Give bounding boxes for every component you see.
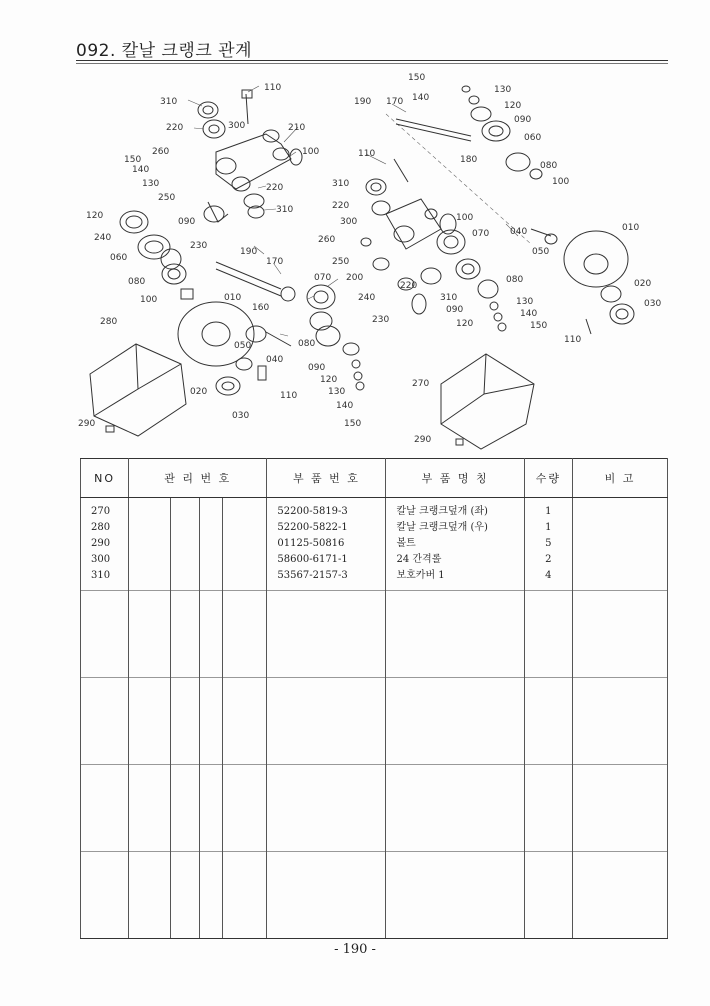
part-label-260: 260	[152, 147, 170, 157]
row-part-no: 01125-50816	[277, 538, 345, 549]
part-label-190: 190	[354, 97, 372, 107]
part-label-140: 140	[336, 401, 354, 411]
row-no: 290	[91, 538, 111, 549]
part-label-190: 190	[240, 247, 258, 257]
part-label-110: 110	[280, 391, 298, 401]
part-label-300: 300	[340, 217, 358, 227]
row-no: 300	[91, 554, 111, 565]
part-label-140: 140	[132, 165, 150, 175]
part-label-160: 160	[252, 303, 270, 313]
part-label-020: 020	[190, 387, 208, 397]
part-label-170: 170	[386, 97, 404, 107]
part-label-130: 130	[142, 179, 160, 189]
part-label-090: 090	[446, 305, 464, 315]
row-qty: 2	[545, 554, 552, 565]
title-rule	[76, 60, 668, 61]
part-label-310: 310	[440, 293, 458, 303]
page-title: 092. 칼날 크랭크 관계	[76, 41, 253, 61]
part-label-090: 090	[178, 217, 196, 227]
diagram-labels	[78, 73, 661, 445]
part-label-220: 220	[266, 183, 284, 193]
part-label-240: 240	[94, 233, 112, 243]
part-label-310: 310	[276, 205, 294, 215]
part-label-070: 070	[314, 273, 332, 283]
part-label-110: 110	[264, 83, 282, 93]
part-label-220: 220	[166, 123, 184, 133]
row-part-no: 52200-5819-3	[277, 506, 348, 517]
part-label-230: 230	[190, 241, 208, 251]
part-label-250: 250	[158, 193, 176, 203]
row-qty: 1	[545, 522, 552, 533]
part-label-060: 060	[524, 133, 542, 143]
part-label-080: 080	[540, 161, 558, 171]
row-name: 보호카버 1	[396, 570, 445, 581]
part-label-070: 070	[472, 229, 490, 239]
part-label-220: 220	[332, 201, 350, 211]
part-label-180: 180	[460, 155, 478, 165]
table-header-row	[81, 459, 668, 498]
part-label-300: 300	[228, 121, 246, 131]
row-name: 칼날 크랭크덮개 (우)	[396, 522, 488, 533]
part-label-030: 030	[644, 299, 662, 309]
part-label-150: 150	[530, 321, 548, 331]
part-label-120: 120	[456, 319, 474, 329]
part-label-240: 240	[358, 293, 376, 303]
parts-table	[80, 458, 668, 939]
part-label-200: 200	[346, 273, 364, 283]
part-label-150: 150	[344, 419, 362, 429]
part-label-120: 120	[320, 375, 338, 385]
table-row	[81, 498, 668, 591]
part-label-280: 280	[100, 317, 118, 327]
header-mgmt-no: 관 리 번 호	[129, 459, 267, 498]
part-label-020: 020	[634, 279, 652, 289]
table-row	[81, 765, 668, 852]
row-part-no: 53567-2157-3	[277, 570, 348, 581]
part-label-090: 090	[514, 115, 532, 125]
part-label-310: 310	[332, 179, 350, 189]
part-label-050: 050	[532, 247, 550, 257]
part-label-090: 090	[308, 363, 326, 373]
part-label-110: 110	[358, 149, 376, 159]
part-label-130: 130	[516, 297, 534, 307]
part-label-270: 270	[412, 379, 430, 389]
part-label-050: 050	[234, 341, 252, 351]
row-no: 280	[91, 522, 111, 533]
part-label-250: 250	[332, 257, 350, 267]
part-label-140: 140	[520, 309, 538, 319]
table-row	[81, 591, 668, 678]
part-label-080: 080	[506, 275, 524, 285]
part-label-220: 220	[400, 281, 418, 291]
part-label-080: 080	[298, 339, 316, 349]
page-number: - 190 -	[334, 942, 376, 957]
part-label-290: 290	[414, 435, 432, 445]
row-qty: 5	[545, 538, 552, 549]
part-label-080: 080	[128, 277, 146, 287]
part-label-130: 130	[328, 387, 346, 397]
qty-column	[524, 498, 572, 591]
part-label-290: 290	[78, 419, 96, 429]
part-label-310: 310	[160, 97, 178, 107]
table-row	[81, 852, 668, 939]
header-remarks: 비 고	[572, 459, 667, 498]
row-name: 볼트	[396, 538, 416, 549]
part-label-130: 130	[494, 85, 512, 95]
right-assembly	[361, 86, 634, 449]
row-qty: 4	[545, 570, 552, 581]
row-name: 24 간격롤	[396, 554, 442, 565]
part-label-150: 150	[408, 73, 426, 83]
part-label-210: 210	[288, 123, 306, 133]
header-qty: 수량	[524, 459, 572, 498]
table-row	[81, 678, 668, 765]
part-label-030: 030	[232, 411, 250, 421]
part-name-column	[386, 498, 524, 591]
row-part-no: 52200-5822-1	[277, 522, 348, 533]
part-label-120: 120	[86, 211, 104, 221]
exploded-parts-diagram	[76, 64, 676, 454]
part-label-260: 260	[318, 235, 336, 245]
row-no: 310	[91, 570, 111, 581]
part-label-060: 060	[110, 253, 128, 263]
part-label-100: 100	[140, 295, 158, 305]
header-no: NO	[81, 459, 129, 498]
part-label-040: 040	[266, 355, 284, 365]
row-no: 270	[91, 506, 111, 517]
part-label-120: 120	[504, 101, 522, 111]
part-label-110: 110	[564, 335, 582, 345]
part-label-010: 010	[622, 223, 640, 233]
no-column	[81, 498, 129, 591]
part-label-040: 040	[510, 227, 528, 237]
part-label-100: 100	[456, 213, 474, 223]
header-part-no: 부 품 번 호	[267, 459, 386, 498]
part-label-150: 150	[124, 155, 142, 165]
part-label-100: 100	[302, 147, 320, 157]
row-name: 칼날 크랭크덮개 (좌)	[396, 506, 488, 517]
part-label-230: 230	[372, 315, 390, 325]
part-label-170: 170	[266, 257, 284, 267]
part-no-column	[267, 498, 386, 591]
part-label-140: 140	[412, 93, 430, 103]
part-label-010: 010	[224, 293, 242, 303]
part-label-100: 100	[552, 177, 570, 187]
header-part-name: 부 품 명 칭	[386, 459, 524, 498]
row-qty: 1	[545, 506, 552, 517]
row-part-no: 58600-6171-1	[277, 554, 348, 565]
